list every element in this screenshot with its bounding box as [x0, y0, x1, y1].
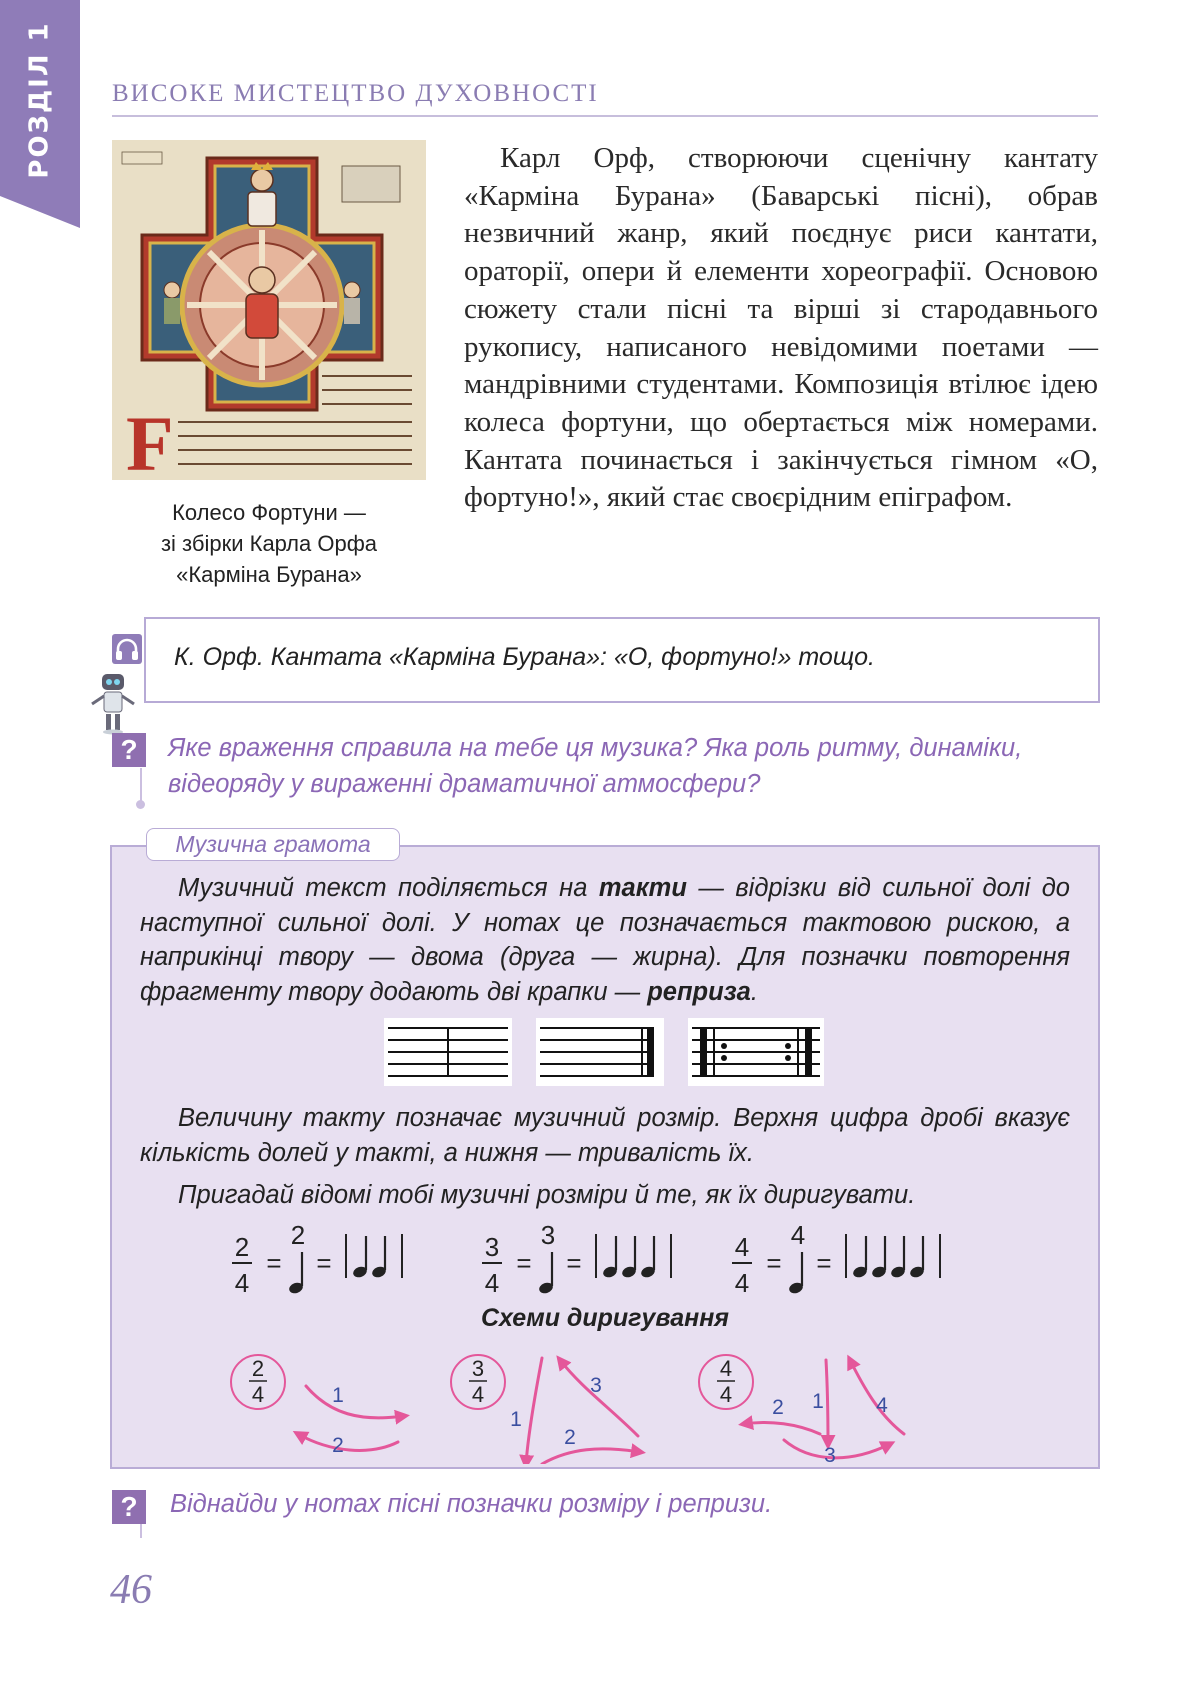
- conducting-schemes-title: Схеми диригування: [480, 1304, 730, 1332]
- fraction-denominator: 4: [734, 1268, 750, 1298]
- section-label: [4, 0, 76, 200]
- conducting-arrow: [526, 1358, 542, 1464]
- conducting-arrow: [784, 1440, 890, 1458]
- conducting-arrow: [306, 1386, 404, 1418]
- beat-count: 4: [790, 1220, 806, 1250]
- conducting-arrow: [826, 1360, 828, 1444]
- conducting-arrow: [542, 1449, 640, 1464]
- theory-text: Музичний текст поділяється на: [178, 874, 599, 902]
- conducting-arrow: [744, 1422, 820, 1434]
- headphones-icon: [112, 634, 142, 664]
- fraction-numerator: 3: [484, 1232, 500, 1262]
- time-signatures: [230, 1212, 990, 1302]
- beat-number: 1: [332, 1384, 344, 1407]
- fraction-denominator: 4: [251, 1382, 265, 1407]
- conducting-scheme-2-4: [231, 1355, 404, 1457]
- fraction-denominator: 4: [234, 1268, 250, 1298]
- beat-number: 2: [332, 1434, 344, 1457]
- equals-sign: =: [516, 1248, 532, 1278]
- fraction-numerator: 2: [234, 1232, 250, 1262]
- header-rule: [112, 115, 1098, 117]
- staff-double-bar: [536, 1018, 664, 1086]
- fraction-denominator: 4: [471, 1382, 485, 1407]
- running-title: ВИСОКЕ МИСТЕЦТВО ДУХОВНОСТІ: [112, 80, 599, 107]
- keyword-bars: такти: [598, 874, 687, 902]
- theory-text: .: [750, 977, 758, 1006]
- music-literacy-tab: Музична грамота: [146, 828, 400, 861]
- theory-text: — відрізки від сильної долі до наступної сильної долі. У нотах це позначається тактовою рискою, а наприкінці твору — двома (друга — жирна). Для позначки повторення фрагменту твору додають дві крапки —: [140, 874, 1070, 1006]
- equals-sign: =: [266, 1248, 282, 1278]
- fraction-numerator: 4: [719, 1356, 733, 1381]
- svg-text:F: F: [126, 400, 174, 480]
- question-line: [140, 1524, 142, 1538]
- robot-icon: [86, 672, 140, 736]
- beat-number: 4: [876, 1394, 888, 1417]
- figure-caption: [112, 497, 426, 590]
- fraction-numerator: 4: [734, 1232, 750, 1262]
- page-number: 46: [110, 1567, 152, 1613]
- staff-barline: [384, 1018, 512, 1086]
- question-dot: [136, 800, 145, 809]
- beat-number: 2: [772, 1396, 784, 1419]
- equals-sign: =: [766, 1248, 782, 1278]
- conducting-scheme-4-4: [699, 1355, 904, 1464]
- equals-sign: =: [566, 1248, 582, 1278]
- fraction-denominator: 4: [719, 1382, 733, 1407]
- beat-number: 1: [510, 1408, 522, 1431]
- question-text: Яке враження справила на тебе ця музика? Яка роль ритму, динаміки, відеоряду у вираженні драматичної атмосфери?: [168, 734, 1023, 798]
- conducting-arrow: [560, 1360, 638, 1436]
- listening-text: К. Орф. Кантата «Карміна Бурана»: «О, фортуно!» тощо.: [174, 643, 875, 671]
- beat-number: 2: [564, 1426, 576, 1449]
- beat-count: 3: [540, 1220, 556, 1250]
- figure-caption-line: зі збірки Карла Орфа: [160, 531, 378, 556]
- beat-number: 3: [590, 1374, 602, 1397]
- equals-sign: =: [316, 1248, 332, 1278]
- intro-paragraph: Карл Орф, створюючи сценічну кантату «Карміна Бурана» (Баварські пісні), обрав незвичний жанр, який поєднує риси кантати, ораторії, опери й елементи хореографії. Основою сюжету стали пісні та вірші зі стародавнього рукопису, написаного невідомими поетами — мандрівними студентами. Композиція втілює ідею колеса фортуни, що обертається між номерами. Кантата починається і закінчується гімном «О, фортуно!», який стає своєрідним епіграфом.: [464, 142, 1098, 514]
- fraction-numerator: 2: [251, 1356, 265, 1381]
- figure-caption-line: «Карміна Бурана»: [176, 562, 362, 587]
- fraction-numerator: 3: [471, 1356, 485, 1381]
- conducting-schemes: [230, 1340, 990, 1464]
- wheel-of-fortune-image: [112, 140, 426, 480]
- conducting-arrow: [298, 1434, 398, 1450]
- theory-paragraph: Пригадай відомі тобі музичні розміри й те, як їх диригувати.: [178, 1181, 916, 1209]
- beat-count: 2: [290, 1220, 306, 1250]
- time-signature-3-4: [482, 1220, 671, 1298]
- question-icon: ?: [112, 733, 146, 767]
- staff-examples: [384, 1018, 824, 1086]
- theory-paragraph: [140, 871, 1070, 1009]
- fraction-denominator: 4: [484, 1268, 500, 1298]
- staff-repeat: [688, 1018, 824, 1086]
- conducting-scheme-3-4: [451, 1355, 640, 1464]
- beat-number: 1: [812, 1390, 824, 1413]
- keyword-reprise: реприза: [647, 977, 751, 1006]
- question-line: [140, 768, 142, 804]
- section-label-text: РОЗДІЛ 1: [25, 21, 56, 179]
- time-signature-4-4: [732, 1220, 940, 1298]
- beat-number: 3: [824, 1444, 836, 1464]
- question-text: Віднайди у нотах пісні позначки розміру і репризи.: [170, 1490, 773, 1518]
- equals-sign: =: [816, 1248, 832, 1278]
- question-icon: ?: [112, 1490, 146, 1524]
- figure-caption-line: Колесо Фортуни —: [172, 500, 366, 525]
- time-signature-2-4: [232, 1220, 402, 1298]
- theory-paragraph: Величину такту позначає музичний розмір. Верхня цифра дробі вказує кількість долей у такті, а нижня — тривалість їх.: [140, 1104, 1070, 1167]
